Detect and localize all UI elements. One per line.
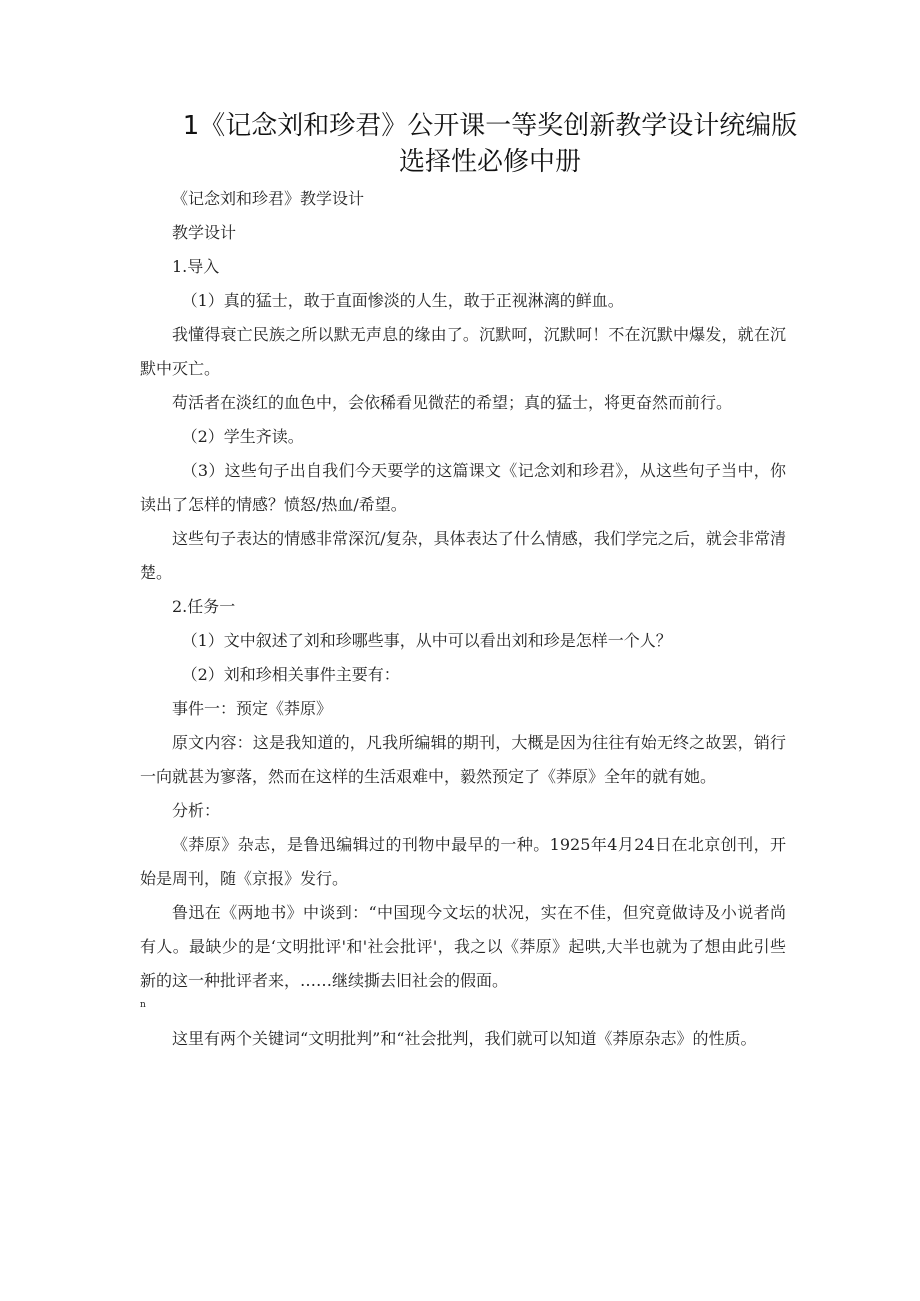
subtitle-paragraph: 《记念刘和珍君》教学设计	[172, 189, 365, 208]
list-item: （2）刘和珍相关事件主要有：	[181, 665, 400, 684]
list-item: （2）学生齐读。	[181, 427, 304, 446]
list-item: （1）真的猛士，敢于直面惨淡的人生，敢于正视淋漓的鲜血。	[181, 291, 624, 310]
section-heading: 教学设计	[172, 223, 237, 242]
step-heading: 2.任务一	[172, 597, 236, 616]
body-paragraph: 鲁迅在《两地书》中谈到：“中国现今文坛的状况，实在不佳，但究竟做诗及小说者尚有人。最缺少的是‘文明批评'和'社会批评'，我之以《莽原》起哄,大半也就为了想由此引些新的这一种批评者来，……继续撕去旧社会的假面。	[140, 903, 786, 990]
stray-character: n	[140, 1000, 146, 1010]
step-heading: 1.导入	[172, 257, 220, 276]
document-body	[140, 182, 786, 1056]
document-title	[140, 108, 840, 180]
body-paragraph: 《莽原》杂志，是鲁迅编辑过的刊物中最早的一种。1925年4月24日在北京创刊，开始是周刊，随《京报》发行。	[140, 835, 786, 888]
event-heading: 事件一：预定《莽原》	[172, 699, 333, 718]
quote-paragraph: 苟活者在淡红的血色中，会依稀看见微茫的希望；真的猛士，将更奋然而前行。	[172, 393, 733, 412]
title-line-1: 1《记念刘和珍君》公开课一等奖创新教学设计统编版	[182, 111, 798, 141]
quote-paragraph: 我懂得衰亡民族之所以默无声息的缘由了。沉默呵，沉默呵！不在沉默中爆发，就在沉默中灭亡。	[140, 325, 786, 378]
list-item: （3）这些句子出自我们今天要学的这篇课文《记念刘和珍君》，从这些句子当中，你读出了怎样的情感？愤怒/热血/希望。	[140, 461, 786, 514]
body-paragraph: 这里有两个关键词“文明批判”和“社会批判，我们就可以知道《莽原杂志》的性质。	[172, 1029, 757, 1048]
analysis-label: 分析：	[172, 801, 221, 820]
body-paragraph: 这些句子表达的情感非常深沉/复杂，具体表达了什么情感，我们学完之后，就会非常清楚。	[140, 529, 786, 582]
body-paragraph: 原文内容：这是我知道的，凡我所编辑的期刊，大概是因为往往有始无终之故罢，销行一向就甚为寥落，然而在这样的生活艰难中，毅然预定了《莽原》全年的就有她。	[140, 733, 786, 786]
title-line-2: 选择性必修中册	[398, 147, 581, 177]
list-item: （1）文中叙述了刘和珍哪些事，从中可以看出刘和珍是怎样一个人？	[181, 631, 672, 650]
